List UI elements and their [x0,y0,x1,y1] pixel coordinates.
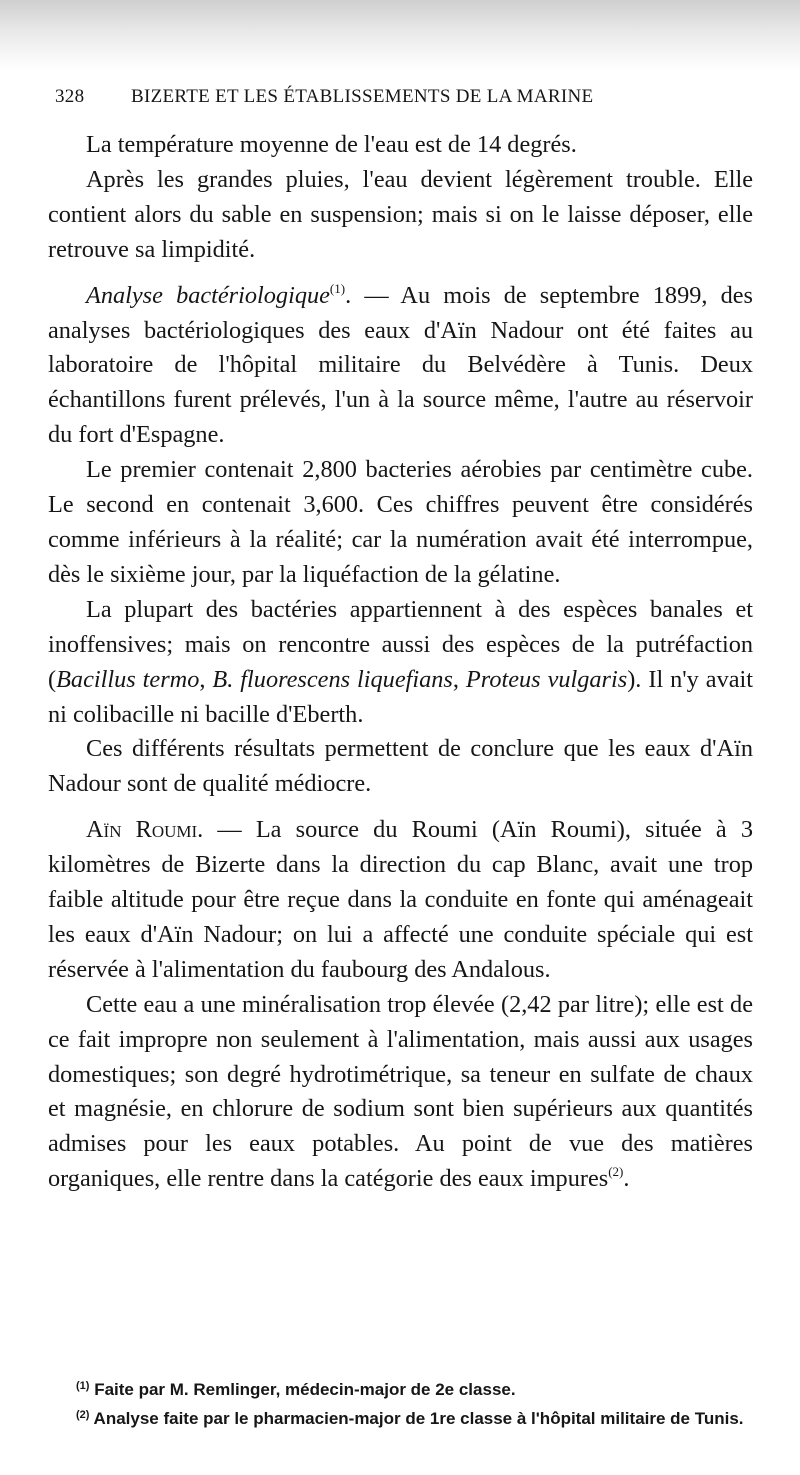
footnotes [48,1375,753,1433]
section-heading-ain-roumi: Aïn Roumi [86,816,198,844]
species-name-1: Bacillus termo [56,665,200,693]
paragraph-bacteriological-analysis [48,279,753,454]
analysis-text: . — Au mois de septembre 1899, des analyses bactériologiques des eaux d'Aïn Nadour ont été faites au laboratoire de l'hôpital militaire du Belvédère à Tunis. Deux échantillons furent prélevés, l'un à la source même, l'autre au réservoir du fort d'Espagne. [48,281,753,449]
footnote-2 [48,1404,753,1433]
footnote-text-1: Faite par M. Remlinger, médecin-major de 2e classe. [94,1380,516,1399]
footnote-mark-2: (2) [76,1409,90,1421]
paragraph-mineralisation [48,988,753,1197]
mineralisation-text: Cette eau a une minéralisation trop élevée (2,42 par litre); elle est de ce fait impropre non seulement à l'alimentation, mais aussi aux usages domestiques; son degré hydrotimétrique, sa teneur en sulfate de chaux et magnésie, en chlorure de sodium sont bien supérieurs aux quantités admises pour les eaux potables. Au point de vue des matières organiques, elle rentre dans la catégorie des eaux impures [48,990,753,1193]
section-heading-analysis: Analyse bactériologique [86,281,330,309]
paragraph-temperature: La température moyenne de l'eau est de 14 degrés. [86,131,577,158]
species-text-2: ). Il n'y avait ni colibacille ni bacille d'Eberth. [48,665,754,728]
footnote-mark-1: (1) [76,1380,90,1392]
paragraph-rain: Après les grandes pluies, l'eau devient légèrement trouble. Elle contient alors du sable en suspension; mais si on le laisse déposer, elle retrouve sa limpidité. [48,165,753,263]
footnote-ref-1: (1) [329,280,346,296]
scan-shadow [0,0,800,70]
species-name-3: Proteus vulgaris [465,665,628,693]
species-text-1: La plupart des bactéries appartiennent à des espèces banales et inoffensives; mais on rencontre aussi des espèces de la putréfaction ( [48,595,753,693]
species-name-2: B. fluorescens liquefians [212,665,453,693]
page-number: 328 [55,86,85,107]
footnote-text-2: Analyse faite par le pharmacien-major de 1re classe à l'hôpital militaire de Tunis. [93,1409,744,1428]
body-text [48,128,753,1197]
paragraph-species [48,593,753,733]
paragraph-ain-roumi [48,813,753,988]
species-sep-1: , [199,665,213,693]
paragraph-samples: Le premier contenait 2,800 bacteries aérobies par centimètre cube. Le second en contenait 3,600. Ces chiffres peuvent être considérés comme inférieurs à la réalité; car la numération avait été interrompue, dès le sixième jour, par la liquéfaction de la gélatine. [48,456,753,588]
running-title: BIZERTE ET LES ÉTABLISSEMENTS DE LA MARINE [131,86,594,107]
mineralisation-end: . [623,1165,630,1193]
ain-roumi-text: . — La source du Roumi (Aïn Roumi), située à 3 kilomètres de Bizerte dans la direction du cap Blanc, avait une trop faible altitude pour être reçue dans la conduite en fonte qui aménageait les eaux d'Aïn Nadour; on lui a affecté une conduite spéciale qui est réservée à l'alimentation du faubourg des Andalous. [48,816,753,983]
paragraph-conclusion: Ces différents résultats permettent de conclure que les eaux d'Aïn Nadour sont de qualité médiocre. [48,735,753,798]
running-header [55,86,745,108]
species-sep-2: , [452,665,466,693]
footnote-1 [48,1375,753,1404]
footnote-ref-2: (2) [608,1164,624,1180]
